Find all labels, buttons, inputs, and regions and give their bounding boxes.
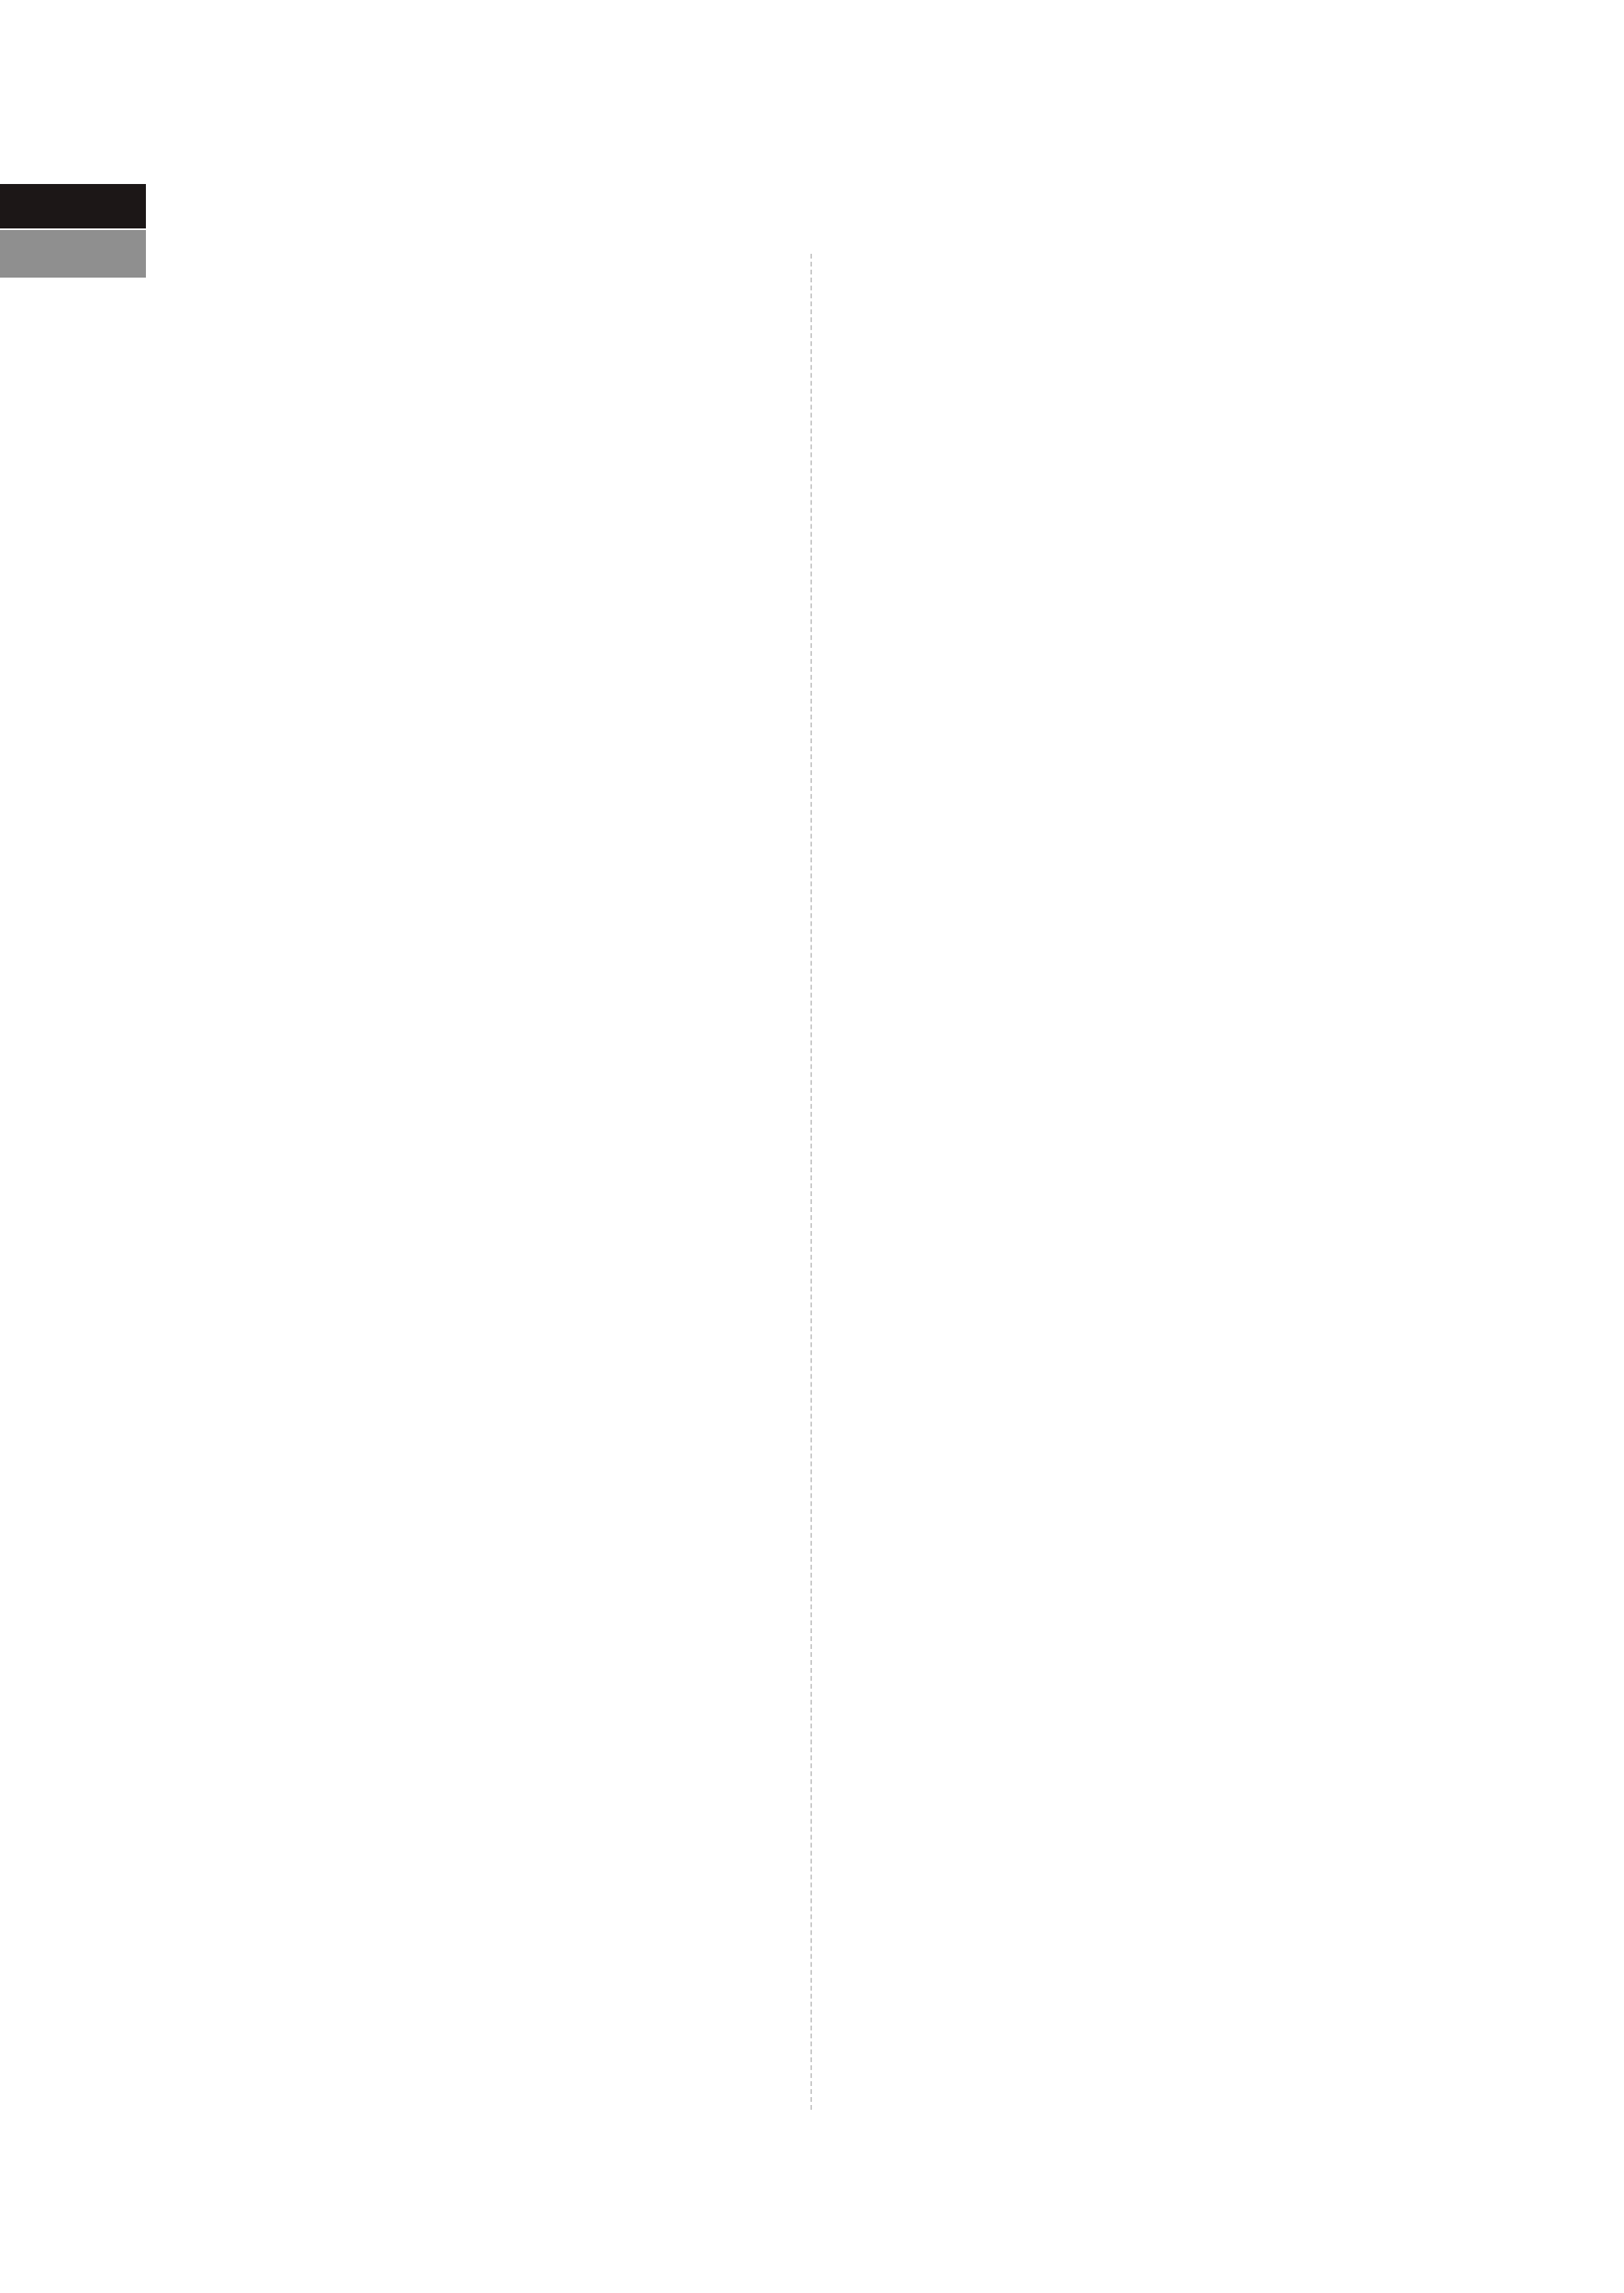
column-divider: [810, 254, 812, 2110]
title-tab-gray: [0, 230, 146, 278]
title-tab-dark: [0, 184, 146, 228]
